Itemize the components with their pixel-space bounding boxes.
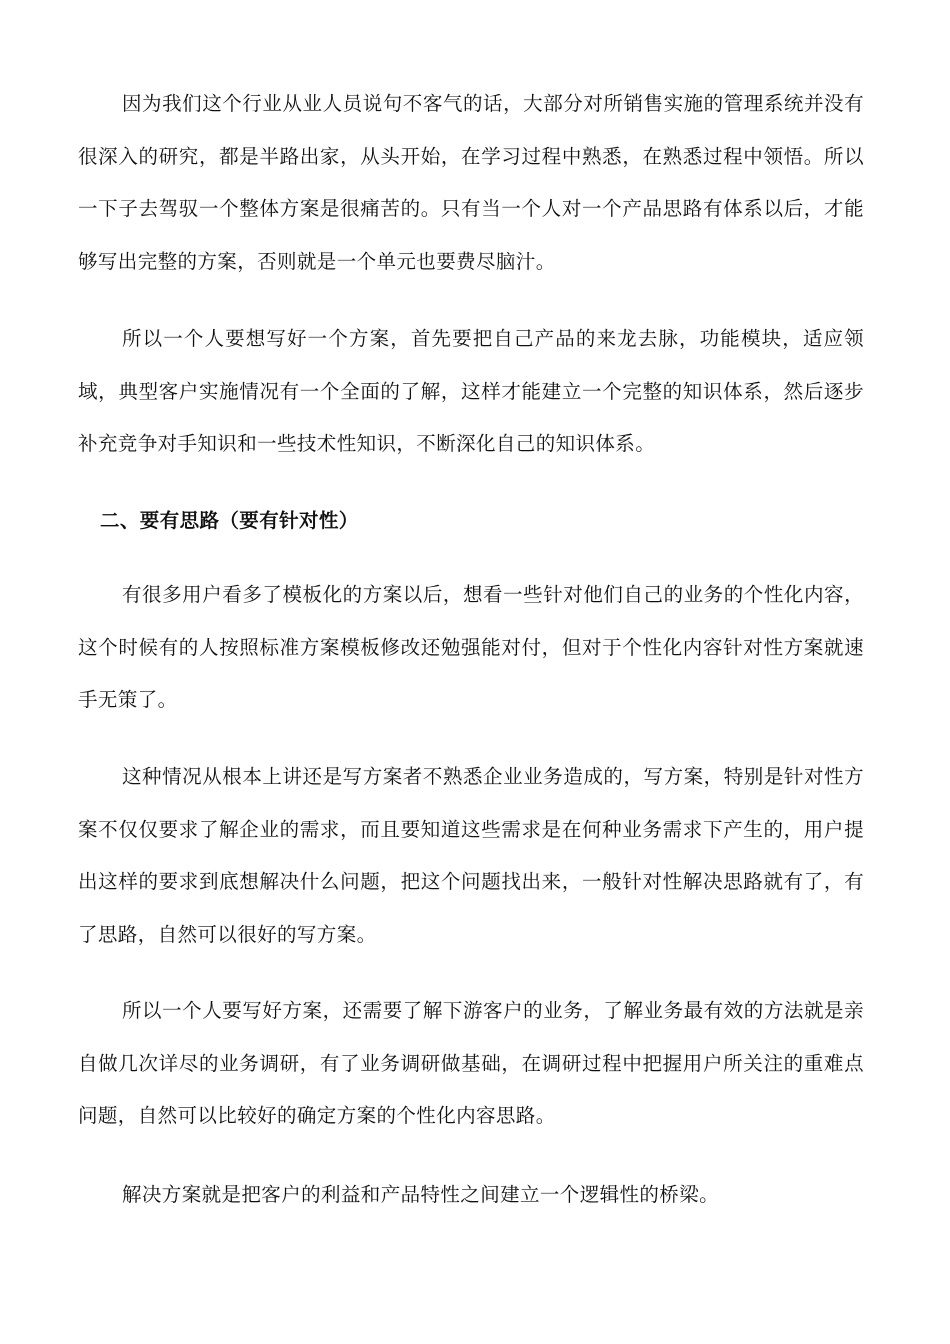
paragraph-5: 所以一个人要写好方案，还需要了解下游客户的业务，了解业务最有效的方法就是亲自做几次详尽的业务调研，有了业务调研做基础，在调研过程中把握用户所关注的重难点问题，自然可以比较好的确定方案的个性化内容思路。 — [78, 999, 864, 1127]
paragraph-6: 解决方案就是把客户的利益和产品特性之间建立一个逻辑性的桥梁。 — [122, 1183, 720, 1206]
paragraph-2: 所以一个人要想写好一个方案，首先要把自己产品的来龙去脉，功能模块，适应领域，典型客户实施情况有一个全面的了解，这样才能建立一个完整的知识体系，然后逐步补充竞争对手知识和一些技术性知识，不断深化自己的知识体系。 — [78, 327, 864, 455]
paragraph-3: 有很多用户看多了模板化的方案以后，想看一些针对他们自己的业务的个性化内容，这个时候有的人按照标准方案模板修改还勉强能对付，但对于个性化内容针对性方案就速手无策了。 — [78, 583, 864, 711]
paragraph-4: 这种情况从根本上讲还是写方案者不熟悉企业业务造成的，写方案，特别是针对性方案不仅仅要求了解企业的需求，而且要知道这些需求是在何种业务需求下产生的，用户提出这样的要求到底想解决什么问题，把这个问题找出来，一般针对性解决思路就有了，有了思路，自然可以很好的写方案。 — [78, 765, 864, 946]
section-heading: 二、要有思路（要有针对性） — [100, 509, 359, 532]
paragraph-1: 因为我们这个行业从业人员说句不客气的话，大部分对所销售实施的管理系统并没有很深入的研究，都是半路出家，从头开始，在学习过程中熟悉，在熟悉过程中领悟。所以一下子去驾驭一个整体方案是很痛苦的。只有当一个人对一个产品思路有体系以后，才能够写出完整的方案，否则就是一个单元也要费尽脑汁。 — [78, 92, 864, 273]
